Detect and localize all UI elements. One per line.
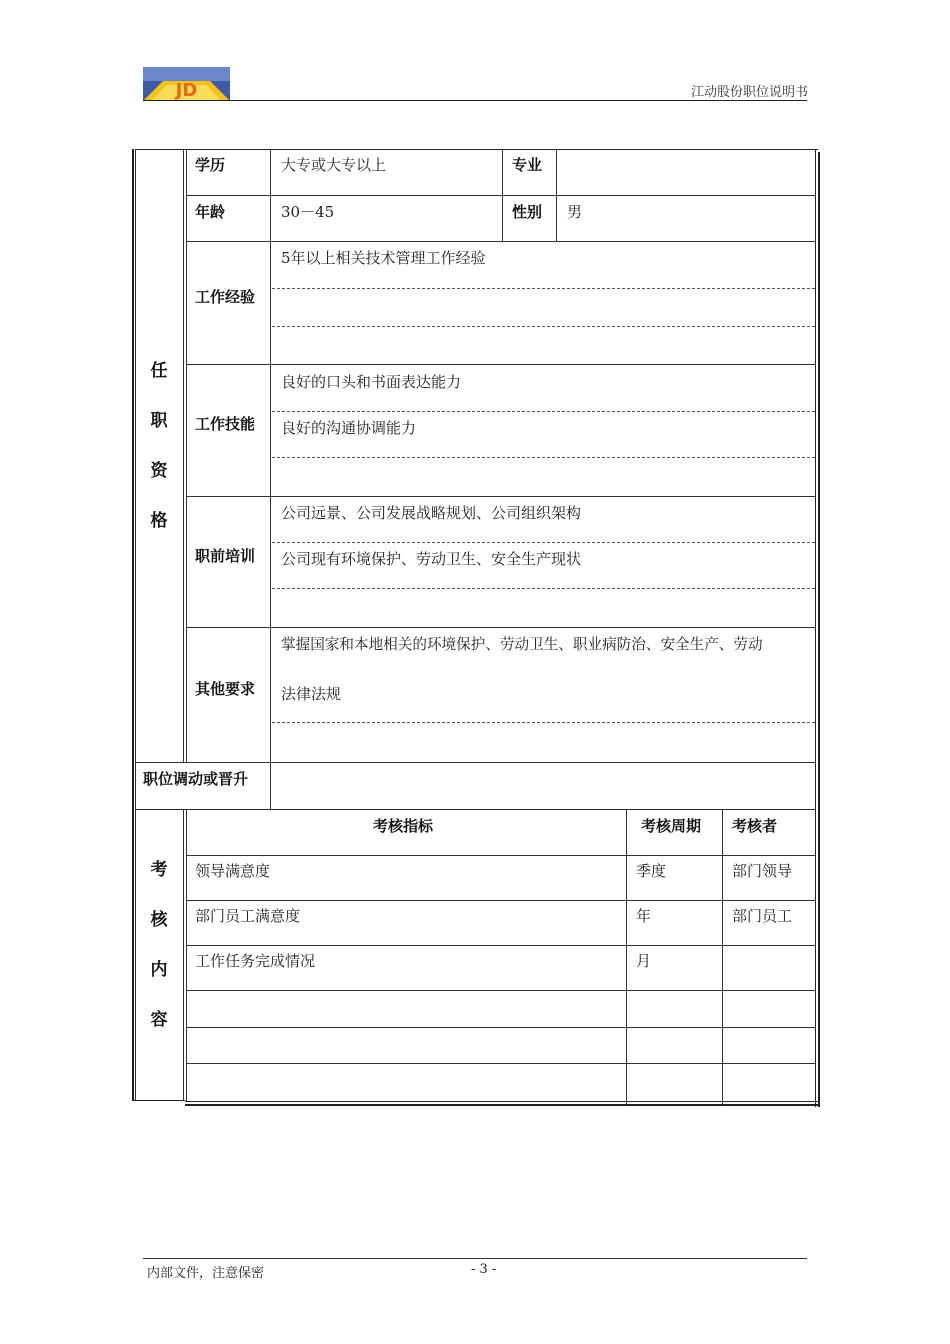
company-logo (143, 67, 230, 101)
gender-label: 性别 (512, 203, 543, 221)
education-label: 学历 (195, 156, 226, 174)
assessment-assessor: 部门员工 (732, 907, 793, 925)
assessment-indicator: 工作任务完成情况 (195, 952, 316, 970)
education-value: 大专或大专以上 (281, 156, 387, 174)
assessment-header-period: 考核周期 (641, 817, 702, 835)
svg-text:JD: JD (175, 80, 198, 101)
document-title: 江动股份职位说明书 (690, 85, 808, 100)
training-line: 公司现有环境保护、劳动卫生、安全生产现状 (281, 550, 582, 568)
other-label: 其他要求 (195, 680, 256, 698)
skills-line: 良好的沟通协调能力 (281, 419, 417, 437)
header-divider (143, 100, 807, 101)
page-number: - 3 - (471, 1262, 497, 1277)
training-label: 职前培训 (195, 547, 256, 565)
assessment-indicator: 部门员工满意度 (195, 907, 301, 925)
confidential-note: 内部文件，注意保密 (147, 1266, 265, 1281)
footer-divider (143, 1258, 807, 1259)
age-value: 30－45 (281, 203, 335, 221)
assessment-assessor: 部门领导 (732, 862, 793, 880)
assessment-period: 年 (636, 907, 652, 925)
assessment-period: 月 (636, 952, 652, 970)
training-line: 公司远景、公司发展战略规划、公司组织架构 (281, 504, 582, 522)
assessment-period: 季度 (636, 862, 667, 880)
qualification-section-label: 任 职 资 格 (150, 361, 168, 531)
assessment-indicator: 领导满意度 (195, 862, 271, 880)
assessment-section-label: 考 核 内 容 (150, 860, 168, 1030)
experience-label: 工作经验 (195, 288, 256, 306)
skills-label: 工作技能 (195, 415, 256, 433)
other-line: 法律法规 (281, 685, 342, 703)
transfer-label: 职位调动或晋升 (143, 770, 249, 788)
age-label: 年龄 (195, 203, 226, 221)
assessment-header-indicator: 考核指标 (373, 817, 434, 835)
skills-line: 良好的口头和书面表达能力 (281, 373, 462, 391)
experience-line: 5年以上相关技术管理工作经验 (281, 249, 486, 267)
gender-value: 男 (567, 203, 583, 221)
major-label: 专业 (512, 156, 543, 174)
assessment-header-assessor: 考核者 (732, 817, 778, 835)
other-line: 掌握国家和本地相关的环境保护、劳动卫生、职业病防治、安全生产、劳动 (281, 636, 763, 653)
